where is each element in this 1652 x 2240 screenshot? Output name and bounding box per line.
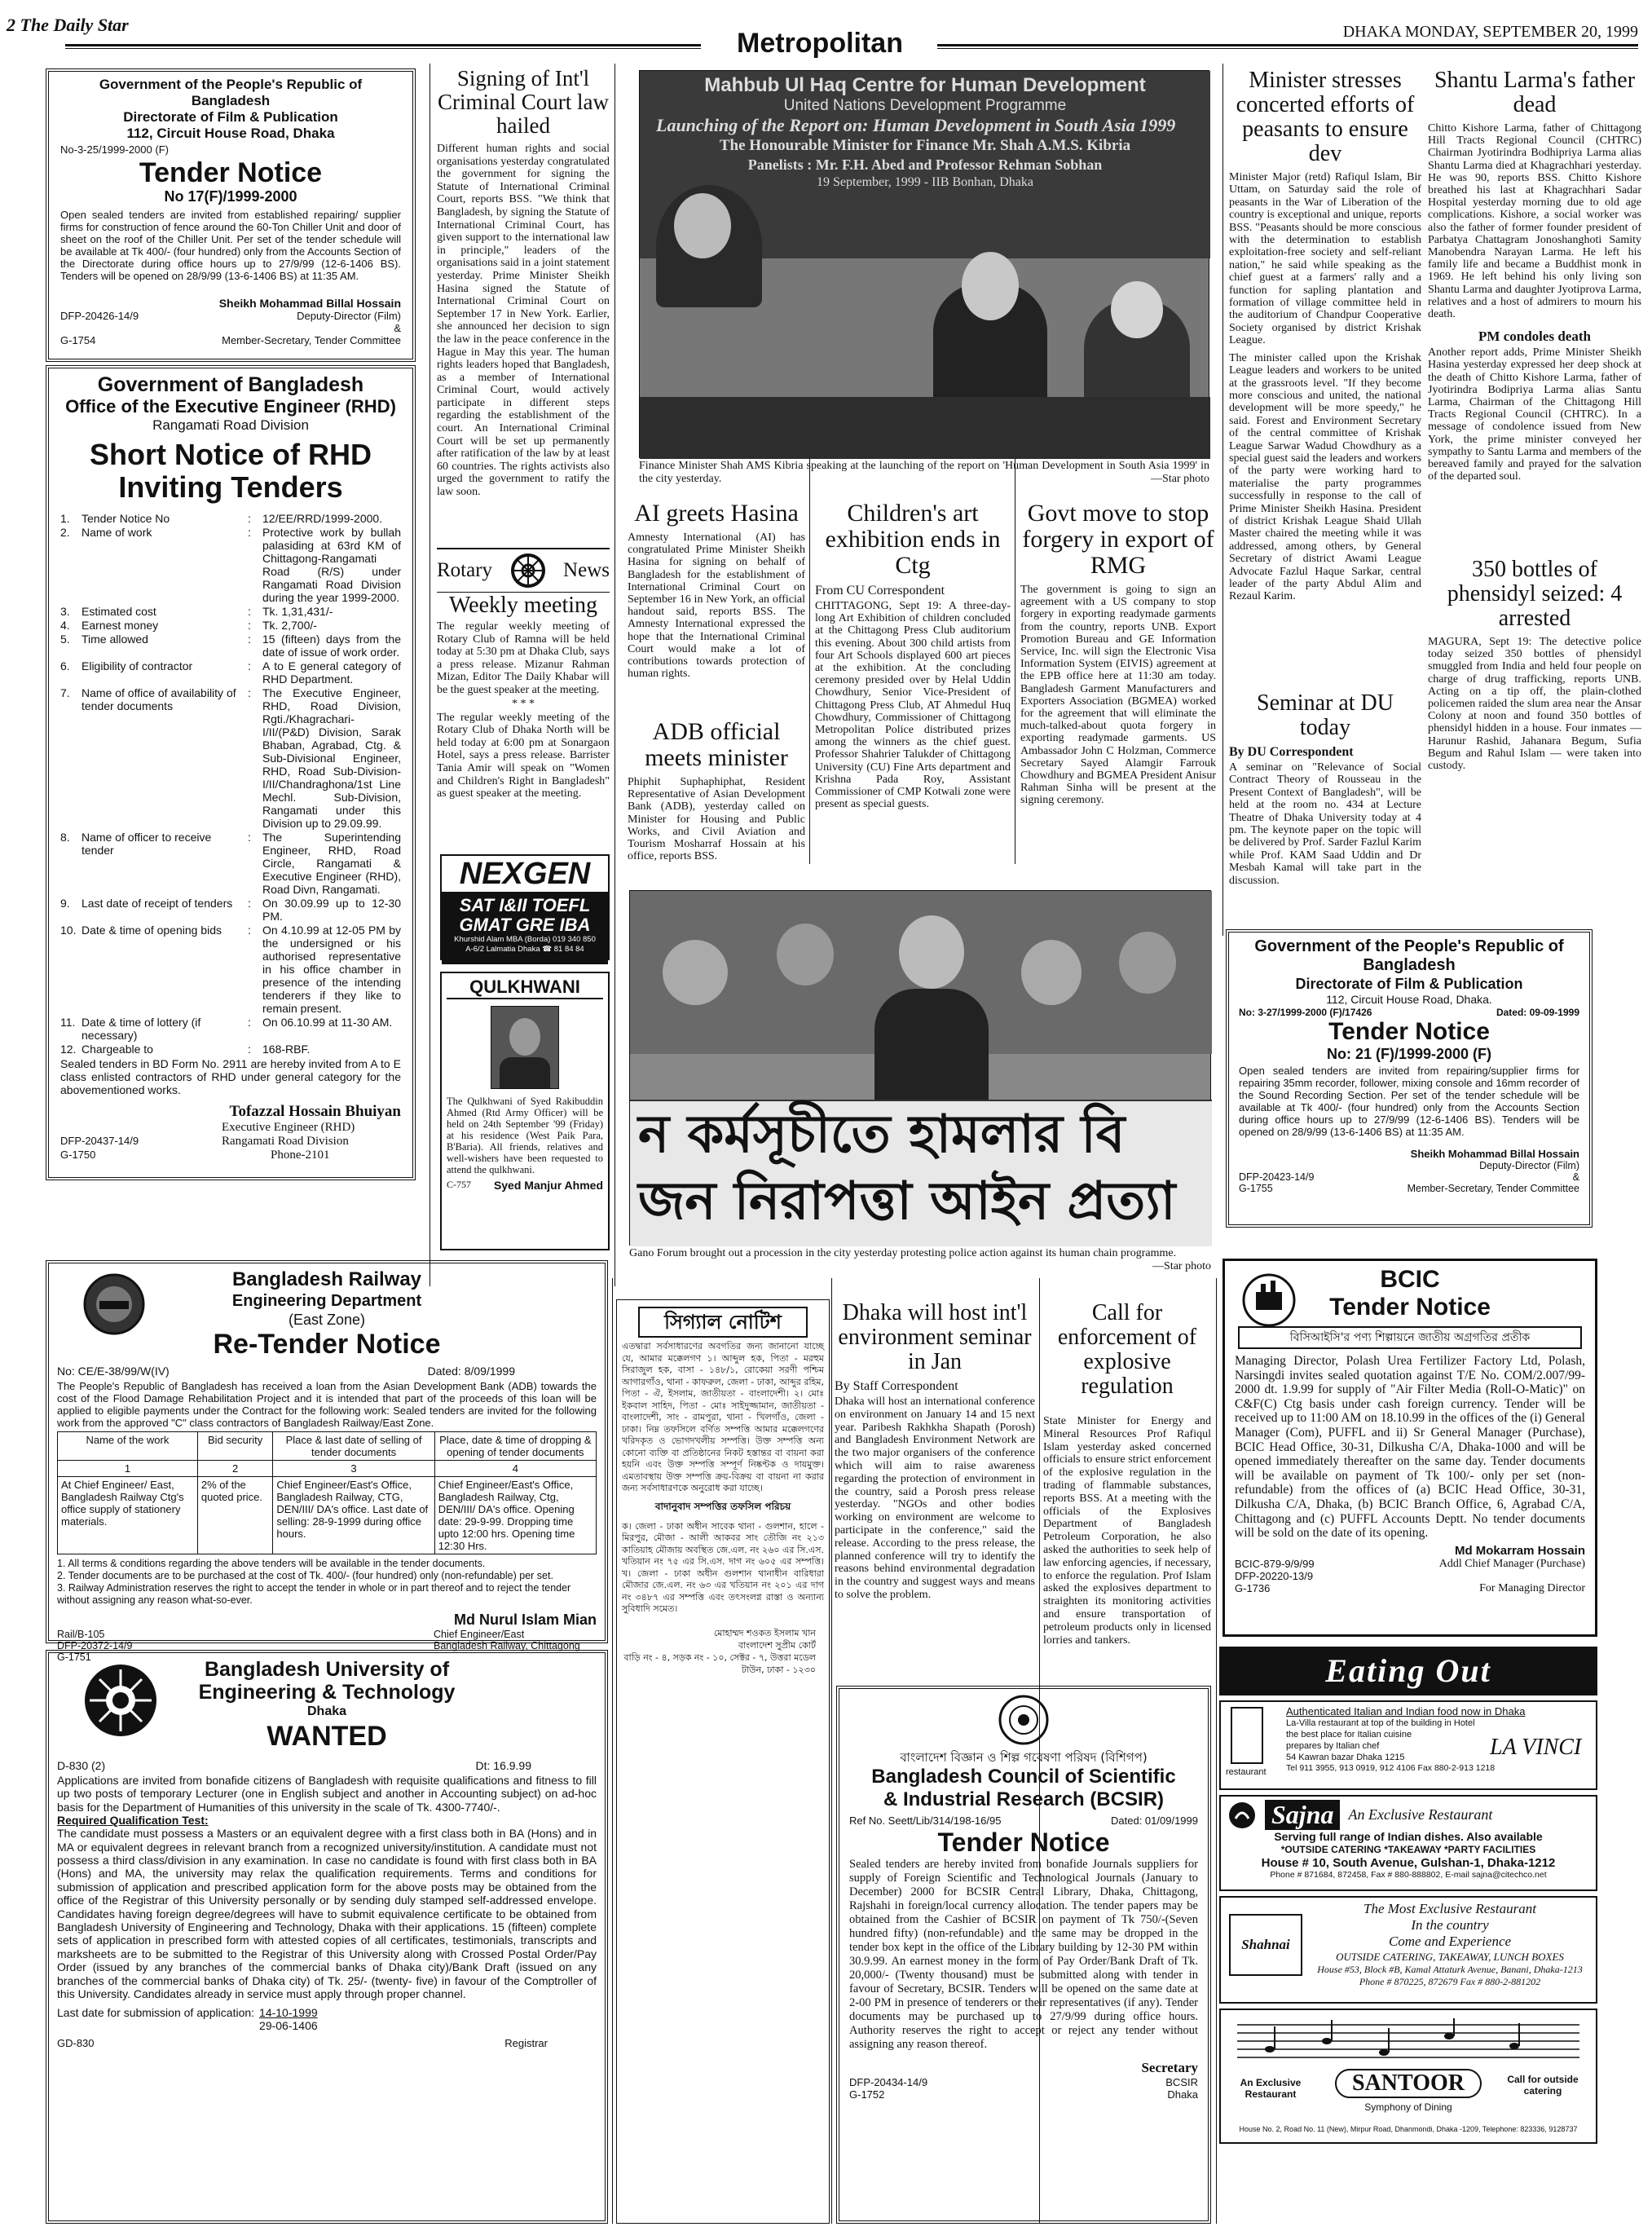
- ad-designation: বাংলাদেশ সুপ্রীম কোর্ট: [738, 1639, 816, 1651]
- story-rmg: [1020, 499, 1216, 874]
- santoor-line: An Exclusive Restaurant: [1240, 2077, 1302, 2100]
- ad-body: Applications are invited from bonafide citizens of Bangladesh with requisite qualifications and fitness to fill up two posts of temporary Lecturer (one in English subject and another in Accounting subject) on ad-hoc basis for the Department of Humanities of this university in the scale of Tk. 4300-7740/-.: [57, 1774, 597, 1814]
- photo-caption: [629, 1247, 1211, 1277]
- row-key: Name of officer to receive tender: [81, 831, 212, 857]
- byline: From CU Correspondent: [815, 584, 945, 597]
- ad-designation: Deputy-Director (Film): [1479, 1160, 1579, 1171]
- table-colnum: 2: [197, 1461, 273, 1477]
- byline: By Staff Correspondent: [835, 1379, 958, 1393]
- shahnai-line: OUTSIDE CATERING, TAKEAWAY, LUNCH BOXES: [1336, 1951, 1564, 1963]
- row-number: 4.: [60, 619, 70, 632]
- story-larma: [1428, 67, 1641, 556]
- ad-division: Rangamati Road Division: [152, 417, 309, 433]
- headline: ADB official meets minister: [645, 718, 788, 771]
- story-body: Another report adds, Prime Minister Sheikh Hasina yesterday expressed her deep shock at the death of Chitto Kishore Larma, father of Jyotirindra Bodipriya Larma alias Santu Larma, Chairman of the Chittagong Hill Tracts Regional Council (CHTRC). In a message of condolence issued from New York, the prime minister conveyed her sympathy to Santu Larma and members of the bereaved family and prayed for the salvation of the departed soul.: [1428, 346, 1641, 483]
- ad-title: Bangladesh Railway: [231, 1268, 422, 1290]
- lavinci-line: Authenticated Italian and Indian food now in Dhaka: [1286, 1705, 1526, 1717]
- ad-tagline-bangla: বিসিআইসি'র পণ্য শিল্পায়নে জাতীয় অগ্রগতির প্রতীক: [1238, 1326, 1582, 1349]
- ad-division: Rangamati Road Division: [222, 1135, 349, 1148]
- ad-code: C-757: [447, 1179, 471, 1190]
- ad-code: G-1754: [60, 334, 96, 346]
- ad-ref: No-3-25/1999-2000 (F): [60, 143, 169, 156]
- shahnai-line: Come and Experience: [1388, 1934, 1512, 1949]
- rotary-news: [437, 548, 610, 849]
- ad-deadline: 29-06-1406: [259, 2018, 318, 2032]
- table-header: Bid security: [197, 1432, 273, 1461]
- ad-address: বাড়ি নং - ৪, সড়ক নং - ১০, সেক্টর - ৭, উত্তরা মডেল টাউন, ঢাকা - ১২৩০: [623, 1651, 816, 1675]
- row-value: On 30.09.99 up to 12-30 PM.: [262, 897, 401, 923]
- sajna-tagline: An Exclusive Restaurant: [1348, 1806, 1493, 1823]
- row-key: Last date of receipt of tenders: [81, 897, 233, 910]
- row-value: On 06.10.99 at 11-30 AM.: [262, 1016, 393, 1029]
- ad-designation: Member-Secretary, Tender Committee: [1407, 1183, 1579, 1194]
- portrait-photo: [491, 1006, 559, 1089]
- banner-text: Launching of the Report on: Human Development in South Asia 1999: [656, 115, 1176, 135]
- row-value: The Superintending Engineer, RHD, Road Circle, Rangamati & Executive Engineer (RHD), Road Divn, Rangamati.: [262, 831, 401, 896]
- separator: * * *: [512, 697, 535, 710]
- ad-title: Tender Notice: [139, 157, 323, 188]
- ad-code: Rail/B-105: [57, 1629, 105, 1640]
- ad-note: 1. All terms & conditions regarding the above tenders will be available in the tender documents.: [57, 1558, 486, 1569]
- ad-signatory: Tofazzal Hossain Bhuiyan: [229, 1103, 401, 1120]
- rotary-wheel-icon: [510, 553, 546, 589]
- row-value: 12/EE/RRD/1999-2000.: [262, 512, 383, 525]
- row-key: Name of office of availability of tender documents: [81, 686, 236, 712]
- ad-address: 112, Circuit House Road, Dhaka.: [1326, 993, 1492, 1006]
- nexgen-line: A-6/2 Lalmatia Dhaka ☎ 81 84 84: [465, 945, 584, 954]
- lavinci-logo: LA VINCI: [1490, 1735, 1582, 1760]
- shahnai-line: Phone # 870225, 872679 Fax # 880-2-881202: [1359, 1976, 1541, 1987]
- section-title: Metropolitan: [737, 28, 903, 59]
- ad-code: DFP-20426-14/9: [60, 310, 139, 322]
- ad-la-vinci: [1219, 1700, 1597, 1790]
- ad-body: ক। জেলা - ঢাকা অধীন সাবেক থানা - গুলশান, হালে - মিরপুর, মৌজা - আলী আকবর সাং তৌজি নং ২১৩ কাতিয়াহ মৌজায় অবস্থিত জে.এল. নং ২৬০ এর সি.এস. খতিয়ান নং ৭৫ এর সি.এস. দাগ নং ৬০৫ এর সম্পত্তি। খ। জেলা - ঢাকা অধীন গুলশান থানাধীন বারিধারা মৌজার জে.এল. নং ৬৩ এর খতিয়ান নং ২০১ এর দাগ নং ৩৪৮৭ এর সম্পত্তি এবং তৎসংলগ্ন রাস্তা ও অন্যান্য সুবিধাদি সমেত।: [622, 1520, 824, 1614]
- ad-title: Tender Notice: [937, 1828, 1110, 1857]
- ad-ref: No: CE/E-38/99/W(IV): [57, 1365, 170, 1378]
- ad-subtitle: Dhaka: [306, 1704, 347, 1718]
- ad-gov: Government of the People's Republic of Bangladesh: [99, 77, 363, 108]
- santoor-notes-icon: [1237, 2017, 1579, 2062]
- ad-number: No: 21 (F)/1999-2000 (F): [1326, 1046, 1492, 1062]
- lavinci-line: the best place for Italian cuisine prepares by Italian chef: [1286, 1730, 1412, 1751]
- shahnai-line: House #53, Block #B, Kamal Attaturk Avenue, Banani, Dhaka-1213: [1317, 1964, 1583, 1975]
- ad-designation: For Managing Director: [1479, 1581, 1585, 1594]
- ad-body: Managing Director, Polash Urea Fertilizer Factory Ltd, Polash, Narsingdi invites sealed quotation against T/E No. COM/2.007/99-2000 dt. 1.9.99 for supply of "Air Filter Media (Roll-O-Matic)" on C&F(C) Ctg basis under cash foreign currency. Tender will be received up to 11:00 AM on 18.10.99 in the offices of the (i) General Manager (Com), PUFFL and ii) Sr General Manager (Purchase), BCIC Head Office, 30-31, Dilkusha C/A, Dhaka-1000 and will be opened immediately thereafter on the same day. Tender documents will be available on payment of Tk 100/- only per set (non-refundable) from the offices of (a) BCIC Head Office, 30-31, Dilkusha C/A, Dhaka, (b) BCIC Branch Office, 6, Agrabad C/A, Chittagong and (c) PUFFL Accounts Deptt. No tender documents will be sold on the date of its opening.: [1235, 1354, 1585, 1541]
- ad-code: G-1736: [1235, 1581, 1271, 1594]
- story-seminar: [1229, 690, 1421, 928]
- story-body: MAGURA, Sept 19: The detective police today seized 350 bottles of phensidyl smuggled from India and held four people on charge of drug trafficking, reports UNB. Acting on a tip off, the plain-clothed policemen raided the slum area near the Ansar Colony at noon and found 350 bottles of phensidyl hidden in a house. Four inmates — Harunur Rashid, Jahanara Begum, Sufia Begum and Rahul Islam — were taken into custody.: [1428, 636, 1641, 773]
- row-key: Earnest money: [81, 619, 159, 632]
- ad-code: DFP-20437-14/9: [60, 1135, 139, 1147]
- headline: 350 bottles of phensidyl seized: 4 arrested: [1447, 557, 1623, 631]
- ad-date: Dated: 01/09/1999: [1111, 1814, 1198, 1827]
- ad-title: Engineering & Technology: [198, 1681, 456, 1704]
- story-body: Dhaka will host an international conference on environment on January 14 and 15 next year. Paribesh Rakhkha Shapath (Porosh) and Bangladesh Environment Network are the two major organisers of the conference which will aim to raise awareness regarding the protection of environment in the country, said a Porosh press release yesterday. "NGOs and other bodies working on environment are welcome to participate in the conference," said the release. According to the press release, the planned conference will try to identify the reasons behind environmental degradation in the country and suggest ways and means to solve the problem.: [835, 1396, 1035, 1601]
- ad-title: & Industrial Research (BCSIR): [883, 1788, 1165, 1810]
- ad-signatory: Sheikh Mohammad Billal Hossain: [218, 297, 401, 310]
- ad-code: G-1755: [1239, 1183, 1273, 1194]
- banner-text: The Honourable Minister for Finance Mr. Shah A.M.S. Kibria: [719, 137, 1131, 154]
- ad-shahnai: [1219, 1896, 1597, 2004]
- ad-code: BCIC-879-9/9/99: [1235, 1557, 1315, 1570]
- caption-text: Finance Minister Shah AMS Kibria speaking at the launching of the report on 'Human Development in South Asia 1999' in the city yesterday.: [639, 460, 1209, 485]
- story-body: Minister Major (retd) Rafiqul Islam, Bir Uttam, on Saturday said the role of peasants in the War of Liberation of the country is exceptional and unique, reports BSS. "Peasants should be more conscious with the determination to establish exploitation-free society and self-reliant nation," he said while speaking as the chief guest at a farmers' rally and a function for sapling plantation and formation of village committee held in the auditorium of Chandpur Cooperative Society organised by district Krishak League.: [1229, 171, 1421, 347]
- row-key: Name of work: [81, 526, 152, 539]
- ad-gov: Government of Bangladesh: [97, 373, 364, 396]
- bcic-logo-icon: [1241, 1272, 1297, 1328]
- lavinci-small: restaurant: [1226, 1767, 1267, 1777]
- ad-title: QULKHWANI: [447, 977, 603, 999]
- ad-ref: D-830 (2): [57, 1759, 106, 1772]
- shahnai-line: The Most Exclusive Restaurant: [1363, 1901, 1536, 1916]
- ad-body: এতদ্বারা সর্বসাধারণের অবগতির জন্য জানানো যাচ্ছে যে, আমার মক্কেলগণ ১। আব্দুল হক, পিতা - মরহুম সিরাজুল হক, বাসা - ১৪৮/১, রোকেয়া সরণী পশ্চিম আগারগাঁও, থানা - কাফরুল, জেলা - ঢাকা, আব্দুর রহিম, পিতা - ঐ, ইসলাম, জাতীয়তা - বাংলাদেশী। ২। মোঃ ইকবাল সাহিদ, পিতা - মোঃ সাইদুজ্জামান, জাতীয়তা - বাংলাদেশী, সাং - রামপুরা, থানা - খিলগাঁও, জেলা - ঢাকা। নিম্ন তফসিলে বর্ণিত সম্পত্তি আমার মক্কেলগণের খরিদকৃত ও ভোগদখলীয় সম্পত্তি। উক্ত সম্পত্তি অন্য কোনো ব্যক্তি বা প্রতিষ্ঠানের নিকট হস্তান্তর বা বায়না করা হয়নি এবং উক্ত সম্পত্তি সম্পূর্ণ নিষ্কণ্টক ও দায়মুক্ত। এমতাবস্থায় উক্ত সম্পত্তি ক্রয়-বিক্রয় বা বায়না না করার জন্য সর্বসাধারণকে অনুরোধ করা যাচ্ছে।: [622, 1341, 824, 1493]
- row-value: Tk. 1,31,431/-: [262, 605, 333, 618]
- story-body: Different human rights and social organisations yesterday congratulated the government for signing the Statute of International Criminal Court, reports BSS. "We think that Bangladesh, by signing the Statute of International Criminal Court, has given support to the international law in principle," leaders of the organisations said in a joint statement yesterday. Prime Minister Sheikh Hasina signed the Statute of International Criminal Court on September 17 in New York. Earlier, she announced her decision to sign the law in the peace conference in the Hague in May this year. The human rights leaders hoped that Bangladesh, as a member of International Criminal Court, would actively participate in different steps regarding the establishment of the court. An International Criminal Court will be set up permanently after ratification of the law by at least 60 countries. The rights activists also urged the government to ratify the law soon.: [437, 143, 610, 499]
- banner-text: ন কর্মসূচীতে হামলার বি: [638, 1105, 1126, 1165]
- banner-text: 19 September, 1999 - IIB Bonhan, Dhaka: [817, 175, 1033, 189]
- sajna-line: Phone # 871684, 872458, Fax # 880-888802, E-mail sajna@citechco.net: [1270, 1870, 1547, 1880]
- ad-subhead: বাদানুবাদ সম্পত্তির তফসিল পরিচয়: [654, 1500, 791, 1512]
- ad-body: Open sealed tenders are invited from established repairing/ supplier firms for construction of fence around the 60-Ton Chiller Unit and door of sheet on the roof of the Chiller Unit. Per set of the tender schedule will be available at Tk 400/- (four hundred) only from the Accounts Section of the Directorate during office hours up to 27/9/99 (12-6-1406 BS). Tenders will be opened on 28/9/99 (13-6-1406 BS) at 11:35 AM.: [60, 209, 401, 282]
- procession-banner: [630, 1100, 1212, 1246]
- ad-signatory: Syed Manjur Ahmed: [493, 1179, 603, 1192]
- table-header: Place, date & time of dropping & opening of tender documents: [434, 1432, 596, 1461]
- row-value: 15 (fifteen) days from the date of issue of work order.: [262, 633, 401, 659]
- shahnai-logo-box: [1229, 1914, 1302, 1976]
- ad-designation: BCSIR: [1165, 2076, 1198, 2088]
- row-value: Tk. 2,700/-: [262, 619, 317, 632]
- sajna-line: *OUTSIDE CATERING *TAKEAWAY *PARTY FACILITIES: [1280, 1844, 1536, 1855]
- row-value: Protective work by bullah palasiding at 63rd KM of Chittagong-Rangamati Road (R/S) under Rangamati Road Division during the year 1999-2000.: [262, 526, 401, 604]
- table-header: Place & last date of selling of tender documents: [273, 1432, 434, 1461]
- ad-designation: Addl Chief Manager (Purchase): [1438, 1557, 1585, 1570]
- headline: Govt move to stop forgery in export of RMG: [1022, 500, 1214, 579]
- row-number: 11.: [60, 1016, 76, 1029]
- ad-code: DFP-20423-14/9: [1239, 1171, 1315, 1183]
- santoor-line: Call for outside catering: [1507, 2074, 1579, 2097]
- dateline: DHAKA MONDAY, SEPTEMBER 20, 1999: [1342, 23, 1638, 41]
- table-header: Name of the work: [58, 1432, 198, 1461]
- ad-note: 3. Railway Administration reserves the right to accept the tender in whole or in part thereof and to reject the tender without assigning any reason what-so-ever.: [57, 1582, 571, 1606]
- ad-designation: Chief Engineer/East: [434, 1629, 525, 1640]
- row-number: 5.: [60, 633, 70, 646]
- sajna-logo-icon: [1227, 1801, 1257, 1830]
- ad-body: Sealed tenders are hereby invited from bonafide Journals suppliers for supply of Foreign Scientific and Technological Journals (January to December) 2000 for BCSIR Central Library, Dhaka, Chittagong, Rajshahi in foreign/local currency allocation. The tender papers may be obtained from the Cashier of BCSIR on payment of Tk 750/-(Seven hundred fifty) (non-refundable) and the same may be dropped in the tender box kept in the office of the Library building by 12-30 PM within 30.9.99. An earnest money in the form of Pay Order/Bank Draft of Tk. 20,000/- (Twenty thousand) must be submitted along with tender in favour of Secretary, BCSIR. Tenders will be opened on the same date at 2-00 PM in presence of tenderers or their representatives (if any). Tender documents may be purchased up to 27/9/99 during office hours. Authority reserves the right to accept or reject any tender without assigning any reason thereof.: [849, 1858, 1198, 2051]
- nexgen-line: Khurshid Alam MBA (Borda) 019 340 850: [454, 935, 596, 944]
- ad-title: BCIC: [1380, 1266, 1440, 1293]
- row-number: 6.: [60, 659, 70, 672]
- tender-table: [57, 1431, 597, 1554]
- ad-title: WANTED: [267, 1721, 387, 1752]
- row-key: Tender Notice No: [81, 512, 170, 525]
- eating-out-section: [1219, 1647, 1597, 2224]
- row-value: A to E general category of RHD Department.: [262, 659, 401, 686]
- masthead: [0, 0, 1652, 65]
- row-key: Chargeable to: [81, 1043, 153, 1056]
- headline: AI greets Hasina: [634, 500, 799, 527]
- row-number: 12.: [60, 1043, 77, 1056]
- ad-date: Dated: 09-09-1999: [1496, 1007, 1579, 1018]
- story-body: Chitto Kishore Larma, father of Chittagong Hill Tracts Regional Council (CHTRC) Chairman Jyotirindra Bodhipriya Larma alias Shantu Larma died at Khagrachhari yesterday. He was 90, reports BSS. Chitto Kishore breathed his last at Khagrachhari Sadar Hospital yesterday morning due to old age complications. Kishore, a social worker was also the father of former founder president of Parbatya Chattagram Jonoshanghoti Samity Manobendra Narayan Larma. He left his family life and became a Buddhist monk in 1969. He left behind his only living son Shantu Larma and daughter Jyotiprova Larma, relatives and a host of admirers to mourn his death.: [1428, 122, 1641, 321]
- story-body: Phiphit Suphaphiphat, Resident Representative of Asian Development Bank (ADB), yesterday called on Minister for Housing and Public Works, and Civil Aviation and Tourism Mosharraf Hossain at his office, reports BSS.: [628, 776, 805, 863]
- ad-subtitle: (East Zone): [288, 1312, 366, 1328]
- ad-signatory: Registrar: [504, 2036, 548, 2049]
- story-icc: [437, 65, 610, 550]
- ad-santoor: [1219, 2009, 1597, 2144]
- story-body: CHITTAGONG, Sept 19: A three-day-long Art Exhibition of children concluded at the Chittagong Press Club auditorium this evening. About 300 child artists from four Art Schools displayed 600 art pieces at the exhibition. At the concluding ceremony presided over by Helal Uddin Chowdhury, Senior Vice-President of Chittagong Press Club, AT Ahmedul Huq Chowdhury, Commissioner of Chittagong Metropolitan Police distributed prizes among the winners as the chief guest. Professor Shahrier Talukder of Chittagong University (CU) Fine Arts department and Krishna Pada Roy, Assistant Commissioner of CMP Kotwali zone were present as special guests.: [815, 600, 1011, 811]
- subheadline: PM condoles death: [1478, 329, 1591, 345]
- railway-emblem-icon: [81, 1272, 147, 1337]
- ad-buet-wanted: [46, 1650, 608, 2224]
- row-number: 3.: [60, 605, 70, 618]
- ad-number: No 17(F)/1999-2000: [164, 188, 297, 205]
- nexgen-line: GMAT GRE IBA: [459, 915, 591, 935]
- headline: Dhaka will host int'l environment seminar in Jan: [838, 1300, 1032, 1374]
- headline: Children's art exhibition ends in Ctg: [825, 500, 1001, 579]
- story-art-exhibition: [815, 499, 1011, 874]
- ad-dept: Directorate of Film & Publication: [123, 109, 338, 125]
- photo-credit: —Star photo: [1152, 1260, 1211, 1272]
- rotary-label: News: [563, 559, 610, 581]
- ad-address: 112, Circuit House Road, Dhaka: [126, 126, 335, 141]
- ad-signatory: Sheikh Mohammad Billal Hossain: [1410, 1148, 1579, 1160]
- photo-caption: [639, 460, 1209, 492]
- ad-designation: Bangladesh Railway, Chittagong: [434, 1640, 580, 1651]
- santoor-address: House No. 2, Road No. 11 (New), Mirpur Road, Dhanmondi, Dhaka -1209, Telephone: 823336, 9128737: [1239, 2125, 1578, 2133]
- shahnai-line: In the country: [1411, 1917, 1489, 1933]
- ad-qulkhwani: [440, 972, 610, 1250]
- ad-note: 2. Tender documents are to be purchased at the cost of Tk. 400/- (four hundred) only (non-refundable) per set.: [57, 1570, 553, 1581]
- ad-signatory: Md Mokarram Hossain: [1454, 1543, 1585, 1558]
- ad-body: The candidate must possess a Masters or an equivalent degree with a first class both in BA (Hons) and in MA or equivalent degrees in relevant branch from a recognized university/institution. A candidate must not possess a third class/division in any examination. In case no candidate is found with first class both in BA (Hons) and MA, the university may relax the qualification requirements. Terms and conditions for submission of application and prescribed application form for the above posts may be obtained from the office of the Registrar of this University personally or by sending duly stamped self-addressed envelope. Candidates having foreign degree/degrees will have to submit equivalence certificate to be obtained from Bangladesh University of Engineering and Technology, Dhaka with their applications. 15 (fifteen) complete sets of application in prescribed form with attested copies of all certificates, testimonials, transcripts and marksheets are to be submitted to the Registrar of this University along with Crossed Postal Order/Pay Order (issued by any branches of the commercial banks of Dhaka city)/Bank Draft (issued on any branches of the commercial banks of Dhaka city) of Tk. 25/- (twenty- five) in favour of the Comptroller of this University. Candidates already in service must apply through proper channel.: [57, 1827, 597, 2001]
- banner-text: Mahbub Ul Haq Centre for Human Development: [704, 74, 1146, 96]
- headline: Shantu Larma's father dead: [1434, 68, 1636, 117]
- lavinci-address: 54 Kawran bazar Dhaka 1215: [1286, 1753, 1405, 1762]
- rotary-label: Rotary: [437, 559, 493, 581]
- ad-code: G-1751: [57, 1651, 91, 1663]
- santoor-logo: SANTOOR: [1335, 2069, 1482, 2098]
- ad-deadline: 14-10-1999: [259, 2005, 318, 2019]
- shahnai-logo: Shahnai: [1241, 1937, 1290, 1952]
- row-number: 10.: [60, 924, 77, 937]
- photo-kibria: [639, 70, 1209, 458]
- row-key: Date & time of lottery (if necessary): [81, 1016, 201, 1042]
- ad-dept: Directorate of Film & Publication: [1295, 976, 1523, 992]
- paper-name: The Daily Star: [20, 15, 129, 35]
- ad-code: DFP-20434-14/9: [849, 2076, 928, 2088]
- table-cell: Chief Engineer/East's Office, Bangladesh Railway, CTG, DEN/III/ DA's office. Last date of selling: 28-9-1999 during office hours.: [273, 1477, 434, 1554]
- sajna-line: Serving full range of Indian dishes. Also available: [1274, 1830, 1543, 1843]
- story-body: The regular weekly meeting of the Rotary Club of Dhaka North will be held today at 6:00 pm at Sonargaon Hotel, says a press release. Barrister Tania Amir will speak on "Women and Children's Right in Bangladesh" as guest speaker at the meeting.: [437, 711, 610, 800]
- story-body: The minister called upon the Krishak League leaders and workers to be united at the grassroots level. "If they become more conscious and united, the national development will be more speedy," he said. Forest and Environment Secretary of the central committee of Krishak League Sarwar Wadud Chowdhury as a special guest said the leaders and workers of the party were working hard to materialise the party programmes successfully in response to the call of Prime Minister Sheikh Hasina. President of district Krishak League Shaid Ullah Master chaired the meeting while it was addressed, among others, by General Secretary of district Awami League Advocate Fazlul Haque Sarkar, central leader of the party Abdul Alim and Rezaul Karim.: [1229, 351, 1421, 603]
- ad-title: Inviting Tenders: [118, 470, 343, 504]
- ad-gov: Government of the People's Republic of Bangladesh: [1254, 937, 1564, 974]
- row-number: 2.: [60, 526, 70, 539]
- story-body: Amnesty International (AI) has congratulated Prime Minister Sheikh Hasina for signing on behalf of Bangladesh for the establishment of International Criminal Court on September 16 in New York, an official handout said, reports BSS. The Amnesty International expressed the hope that the International Criminal Court would make a lot of contributions towards protection of human rights.: [628, 531, 805, 681]
- page-number: 2: [7, 15, 15, 35]
- ad-signatory: Secretary: [1141, 2060, 1198, 2075]
- ad-code: GD-830: [57, 2036, 95, 2049]
- ad-sajna: [1219, 1795, 1597, 1891]
- ad-body: The People's Republic of Bangladesh has received a loan from the Asian Development Bank (ADB) towards the cost of the Flood Damage Rehabilitation Project and it is intended that part of the proceeds of this loan will be applied to eligible payments under the Contract for the following work: Sealed tenders are invited for the following work from the approved "C" class contractors of Bangladesh Railway/East Zone.: [57, 1380, 597, 1429]
- caption-text: Gano Forum brought out a procession in the city yesterday protesting police action against its human chain programme.: [629, 1247, 1177, 1259]
- ad-phone: Phone-2101: [271, 1149, 330, 1162]
- story-explosive: [1043, 1299, 1211, 1723]
- banner-text: জন নিরাপত্তা আইন প্রত্যা: [638, 1171, 1176, 1232]
- row-value: The Executive Engineer, RHD, Road Division, Rgti./Khagrachari-I/II/(P&D) Division, Sarak Bhaban, Agrabad, Ctg. & Sub-Divisional Engineer, RHD, Road Sub-Division-I/II/Chandraghona/1st Line Mechl. Sub-Division, Rangamati under this Division up to 29.09.99.: [262, 686, 401, 830]
- ad-body: The Qulkhwani of Syed Rakibuddin Ahmed (Rtd Army Officer) will be held on 24th September '99 (Friday) at his residence (West Paik Para, B'Baria). All friends, relatives and well-wishers have been requested to attend the qulkhwani.: [447, 1096, 603, 1175]
- ad-signatory: Md Nurul Islam Mian: [453, 1612, 597, 1628]
- buet-logo-icon: [81, 1661, 160, 1740]
- row-key: Eligibility of contractor: [81, 659, 193, 672]
- table-cell: 2% of the quoted price.: [197, 1477, 273, 1554]
- row-key: Time allowed: [81, 633, 148, 646]
- ad-title: Re-Tender Notice: [213, 1329, 441, 1360]
- sajna-line: House # 10, South Avenue, Gulshan-1, Dhaka-1212: [1261, 1856, 1556, 1870]
- lavinci-phone: Tel 911 3955, 913 0919, 912 4106 Fax 880-2-913 1218: [1286, 1763, 1496, 1773]
- ad-ref: Ref No. Seett/Lib/314/198-16/95: [849, 1814, 1002, 1827]
- table-colnum: 3: [273, 1461, 434, 1477]
- ad-title: Bangladesh Council of Scientific: [871, 1766, 1176, 1788]
- ad-subhead: Required Qualification Test:: [57, 1814, 209, 1828]
- ad-rhd-short-notice: [46, 365, 416, 1180]
- ad-designation: Executive Engineer (RHD): [222, 1121, 355, 1134]
- ad-designation: Dhaka: [1167, 2088, 1198, 2101]
- ad-amp: &: [394, 322, 401, 334]
- row-number: 9.: [60, 897, 70, 910]
- ad-footnote: Sealed tenders in BD Form No. 2911 are hereby invited from A to E class enlisted contractors of RHD under general category for the abovementioned works.: [60, 1057, 401, 1096]
- story-phensidyl: [1428, 556, 1641, 931]
- ad-title-bangla: বাংলাদেশ বিজ্ঞান ও শিল্প গবেষণা পরিষদ (বিশিগপ): [900, 1750, 1148, 1765]
- table-colnum: 1: [58, 1461, 198, 1477]
- nexgen-logo: NEXGEN: [442, 856, 608, 894]
- ad-designation: Deputy-Director (Film): [297, 310, 401, 322]
- ad-subtitle: Engineering Department: [231, 1292, 422, 1310]
- headline: Seminar at DU today: [1257, 690, 1394, 740]
- row-key: Date & time of opening bids: [81, 924, 222, 937]
- ad-title: Bangladesh University of: [204, 1658, 450, 1681]
- ad-bcsir: [836, 1686, 1211, 2224]
- ad-deadline-label: Last date for submission of application:: [57, 2005, 255, 2019]
- story-adb: [628, 717, 805, 872]
- ad-signatory: মোহাম্মদ শওকত ইসলাম খান: [713, 1627, 816, 1638]
- ad-dfp-tender-17: [46, 68, 416, 362]
- ad-code: DFP-20220-13/9: [1235, 1569, 1314, 1582]
- ad-railway-retender: [46, 1260, 608, 1663]
- ad-code: G-1750: [60, 1149, 96, 1161]
- photo-credit: —Star photo: [1151, 473, 1209, 485]
- row-number: 8.: [60, 831, 70, 844]
- headline: Weekly meeting: [437, 592, 610, 619]
- story-body: The government is going to sign an agreement with a US company to stop forgery in exporting readymade garments from the country, reports UNB. Export Promotion Bureau and GE Information Service, Inc. will sign the Electronic Visa Information System (EIVIS) agreement at the EPB office here at 11:30 am today. Bangladesh Garment Manufacturers and Exporters Association (BGMEA) worked for the agreement that will eliminate the much-talked-about quota forgery in exporting readymade garments. US Ambassador John C Holzman, Commerce Secretary Sayed Alamgir Farrouk Chowdhury and BGMEA President Anisur Rahman Sinha will be present at the signing ceremony.: [1020, 584, 1216, 807]
- ad-designation: Member-Secretary, Tender Committee: [222, 334, 401, 346]
- lavinci-line: La-Villa restaurant at top of the building in Hotel: [1286, 1718, 1475, 1728]
- story-body: A seminar on "Relevance of Social Contract Theory of Rousseau in the Present Context of Bangladesh", will be held at the room no. 434 at Lecture Theatre of Dhaka University today at 4 pm. The keynote paper on the topic will be delivered by Prof. Sarder Fazlul Karim while Prof. KAM Saad Uddin and Dr Mesbah Kamal will take part in the discussion.: [1229, 761, 1421, 887]
- ad-amp: &: [1572, 1171, 1579, 1183]
- ad-title: Tender Notice: [1328, 1018, 1490, 1045]
- bcsir-logo-icon: [998, 1694, 1050, 1746]
- ad-title: Tender Notice: [1329, 1294, 1491, 1321]
- ad-dfp-tender-21: [1226, 929, 1593, 1228]
- ad-title: Short Notice of RHD: [90, 438, 372, 471]
- ad-ref: No: 3-27/1999-2000 (F)/17426: [1239, 1007, 1372, 1018]
- headline: Minister stresses concerted efforts of peasants to ensure dev: [1236, 68, 1415, 166]
- headline: Call for enforcement of explosive regulation: [1057, 1300, 1197, 1399]
- story-environment-seminar: [835, 1299, 1035, 1723]
- row-number: 7.: [60, 686, 70, 699]
- rhd-rows: 1. Tender Notice No : 12/EE/RRD/1999-2000. 2. Name of work : Protective work by bullah palasiding at 63rd KM of Chittagong-Rangamati Road (R/S) under Rangamati Road Division during the year 1999-2000. 3. Estimated cost : Tk. 1,31,431/- 4. Earnest money : Tk. 2,700/- 5. Time allowed : 15 (fifteen) days from the date of issue of work order. 6. Eligibility of contractor : A to E general category of RHD Department. 7. Name of office of availability of tender documents : The Executive Engineer, RHD, Road Division, Rgti./Khagrachari-I/II/(P&D) Division, Sarak Bhaban, Agrabad, Ctg. & Sub-Divisional Engineer, RHD, Road Sub-Division-I/II/Chandraghona/1st Line Mechl. Sub-Division, Rangamati under this Division up to 29.09.99. 8. Name of officer to receive tender : The Superintending Engineer, RHD, Road Circle, Rangamati & Executive Engineer (RHD), Road Divn, Rangamati. 9. Last date of receipt of tenders : On 30.09.99 up to 12-30 PM. 10. Date & time of opening bids : On 4.10.99 at 12-05 PM by the undersigned or his authorised representative in his office chamber in presence of the intending tenderers if they like to remain present. 11. Date & time of lottery (if necessary) : On 06.10.99 at 11-30 AM. 12. Chargeable to : 168-RBF.: [60, 512, 401, 1056]
- ad-date: Dt: 16.9.99: [475, 1759, 531, 1772]
- banner-text: United Nations Development Programme: [783, 97, 1067, 114]
- ad-nexgen: [440, 854, 610, 960]
- banner-text: Panelists : Mr. F.H. Abed and Professor Rehman Sobhan: [747, 157, 1103, 173]
- ad-bangla-notice: [616, 1299, 830, 2224]
- ad-bcic: [1222, 1259, 1597, 1637]
- row-value: On 4.10.99 at 12-05 PM by the undersigned or his authorised representative in his office chamber in presence of the intending tenderers if they like to remain present.: [262, 924, 401, 1015]
- ad-code: G-1752: [849, 2088, 885, 2101]
- table-cell: Chief Engineer/East's Office, Bangladesh Railway, Ctg, DEN/III/ DA's office. Opening date: 29-9-99. Dropping time upto 12:00 hrs. Opening time 12:30 Hrs.: [434, 1477, 596, 1554]
- eating-out-banner: Eating Out: [1219, 1647, 1597, 1695]
- ad-title: সিগ্যাল নোটিশ: [638, 1307, 808, 1338]
- table-cell: At Chief Engineer/ East, Bangladesh Railway Ctg's office supply of stationery materials.: [58, 1477, 198, 1554]
- santoor-line: Symphony of Dining: [1364, 2101, 1452, 2113]
- row-key: Estimated cost: [81, 605, 156, 618]
- nexgen-line: SAT I&II TOEFL: [459, 895, 591, 915]
- ad-office: Office of the Executive Engineer (RHD): [65, 396, 396, 417]
- row-value: 168-RBF.: [262, 1043, 311, 1056]
- story-body: State Minister for Energy and Mineral Resources Prof Rafiqul Islam yesterday asked concerned officials to ensure strict enforcement of the explosive regulation in the trading of flammable substances, reports BSS. At a meeting with the officials of the Explosives Department of Bangladesh Petroleum Corporation, he also asked the authorities to seek help of law enforcing agencies, if necessary, to enforce the regulation. Prof Islam asked the explosives department to straighten its monitoring activities and ensure transportation of petroleum products only in licensed lorries and tankers.: [1043, 1415, 1211, 1647]
- ad-date: Dated: 8/09/1999: [427, 1365, 515, 1378]
- row-number: 1.: [60, 512, 70, 525]
- headline: Signing of Int'l Criminal Court law hailed: [438, 66, 609, 138]
- story-ai: [628, 499, 805, 711]
- story-body: The regular weekly meeting of Rotary Club of Ramna will be held today at 5:30 pm at Dhaka Club, says a press release. Mizanur Rahman Mizan, Editor The Daily Khabar will be the guest speaker at the meeting.: [437, 620, 610, 696]
- byline: By DU Correspondent: [1229, 745, 1354, 759]
- table-colnum: 4: [434, 1461, 596, 1477]
- sajna-logo: Sajna: [1265, 1800, 1340, 1830]
- ad-code: DFP-20372-14/9: [57, 1640, 133, 1651]
- ad-body: Open sealed tenders are invited from repairing/supplier firms for repairing 35mm recorder, follower, mixing console and 16mm recorder of the Sound Recording Section. Per set of the tender schedule will be available at Tk 400/- (four hundred) only from the Accounts Section during office hours up to 27/9/99 (12-6-1406 BS). Tenders will be opened on 28/9/99 (13-6-1406 BS) at 11:35 AM.: [1239, 1065, 1579, 1138]
- photo-gano-forum: [629, 890, 1211, 1246]
